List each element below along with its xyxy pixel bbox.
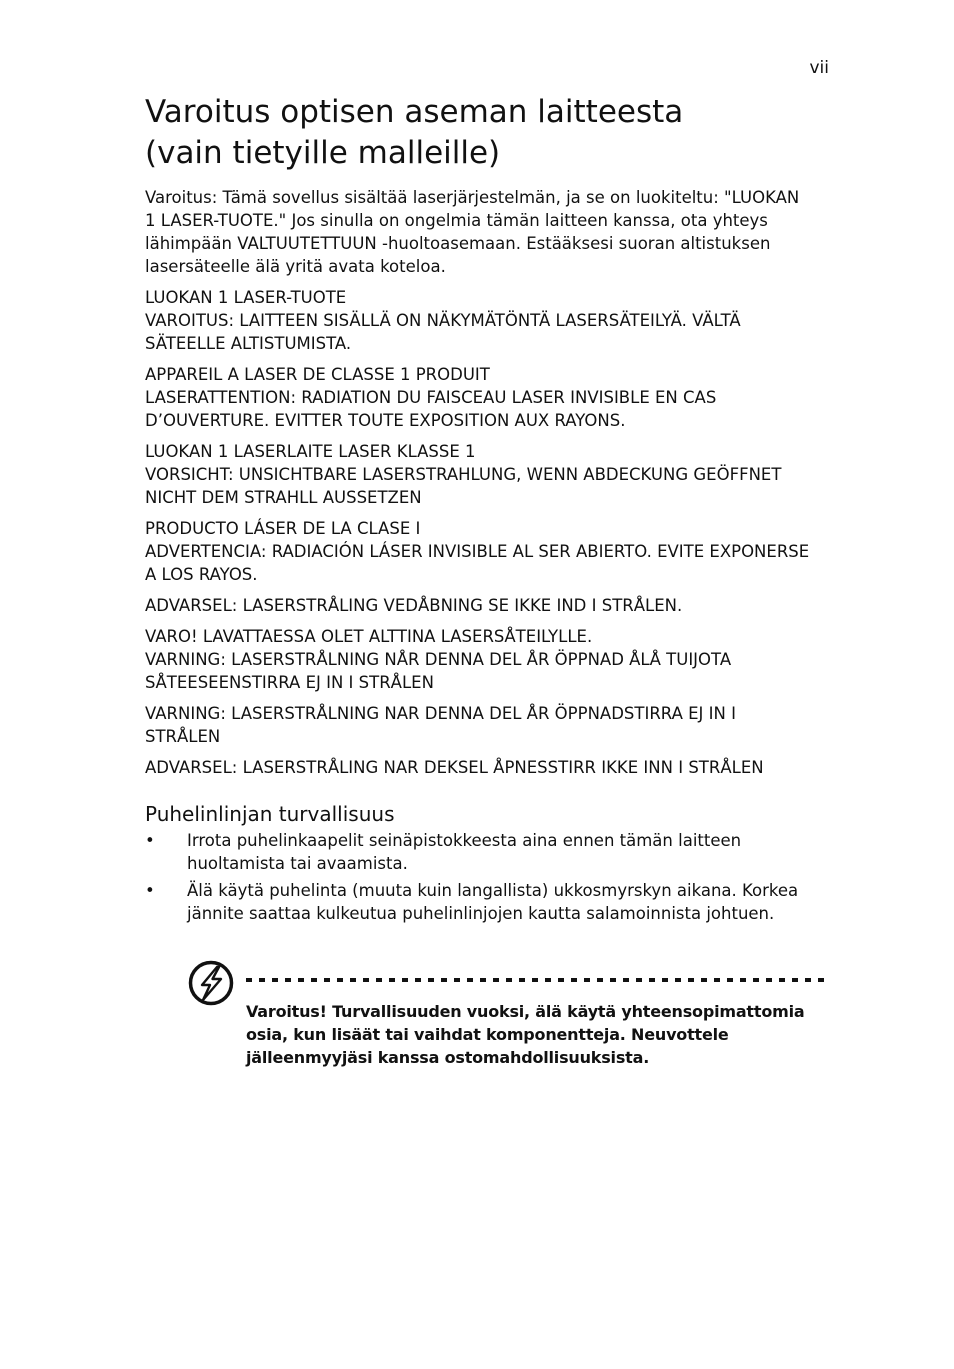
text-line: LUOKAN 1 LASERLAITE LASER KLASSE 1	[145, 442, 476, 461]
text-line: A LOS RAYOS.	[145, 565, 258, 584]
text-line: ADVARSEL: LASERSTRÅLING VEDÅBNING SE IKKE IND I STRÅLEN.	[145, 596, 683, 615]
paragraph-swedish-label	[145, 625, 829, 694]
section-title-phone-safety: Puhelinlinjan turvallisuus	[145, 802, 395, 826]
paragraph-intro	[145, 186, 829, 278]
warning-text-line: Varoitus! Turvallisuuden vuoksi, älä käytä yhteensopimattomia	[246, 1002, 805, 1021]
text-line: Varoitus: Tämä sovellus sisältää laserjärjestelmän, ja se on luokiteltu: "LUOKAN	[145, 188, 800, 207]
paragraph-norwegian-label	[145, 756, 829, 779]
text-line: NICHT DEM STRAHLL AUSSETZEN	[145, 488, 422, 507]
page-title-line-1: Varoitus optisen aseman laitteesta	[145, 94, 684, 130]
text-line: ADVERTENCIA: RADIACIÓN LÁSER INVISIBLE AL SER ABIERTO. EVITE EXPONERSE	[145, 542, 810, 561]
dotted-divider	[246, 978, 830, 982]
list-item-text: Älä käytä puhelinta (muuta kuin langallista) ukkosmyrskyn aikana. Korkea jännite saattaa kulkeutua puhelinlinjojen kautta salamoinnista johtuen.	[187, 881, 799, 923]
bullet-icon: •	[145, 881, 155, 900]
paragraph-spanish-label	[145, 517, 829, 586]
text-line: STRÅLEN	[145, 727, 221, 746]
main-content	[145, 92, 829, 929]
paragraph-german-label	[145, 440, 829, 509]
list-item	[145, 829, 829, 875]
text-line: D’OUVERTURE. EVITTER TOUTE EXPOSITION AUX RAYONS.	[145, 411, 626, 430]
paragraph-finnish-label	[145, 286, 829, 355]
text-line: lasersäteelle älä yritä avata koteloa.	[145, 257, 446, 276]
text-line: SÅTEESEENSTIRRA EJ IN I STRÅLEN	[145, 673, 434, 692]
text-line: VARNING: LASERSTRÅLNING NÅR DENNA DEL ÅR ÖPPNAD ÅLÅ TUIJOTA	[145, 650, 732, 669]
text-line: lähimpään VALTUUTETTUUN -huoltoasemaan. Estääksesi suoran altistuksen	[145, 234, 771, 253]
page-title	[145, 92, 829, 174]
text-line: 1 LASER-TUOTE." Jos sinulla on ongelmia tämän laitteen kanssa, ota yhteys	[145, 211, 768, 230]
warning-text	[246, 1000, 816, 1069]
text-line: SÄTEELLE ALTISTUMISTA.	[145, 334, 352, 353]
text-line: VARO! LAVATTAESSA OLET ALTTINA LASERSÅTEILYLLE.	[145, 627, 593, 646]
text-line: VAROITUS: LAITTEEN SISÄLLÄ ON NÄKYMÄTÖNTÄ LASERSÄTEILYÄ. VÄLTÄ	[145, 311, 741, 330]
paragraph-french-label	[145, 363, 829, 432]
bullet-icon: •	[145, 831, 155, 850]
lightning-warning-icon	[188, 960, 234, 1006]
text-line: LUOKAN 1 LASER-TUOTE	[145, 288, 347, 307]
warning-text-line: jälleenmyyjäsi kanssa ostomahdollisuuksista.	[246, 1048, 650, 1067]
paragraph-swedish-label-2	[145, 702, 829, 748]
phone-safety-list	[145, 829, 829, 925]
paragraph-danish-label	[145, 594, 829, 617]
text-line: PRODUCTO LÁSER DE LA CLASE I	[145, 519, 421, 538]
warning-text-line: osia, kun lisäät tai vaihdat komponentteja. Neuvottele	[246, 1025, 729, 1044]
text-line: LASERATTENTION: RADIATION DU FAISCEAU LASER INVISIBLE EN CAS	[145, 388, 717, 407]
text-line: VORSICHT: UNSICHTBARE LASERSTRAHLUNG, WENN ABDECKUNG GEÖFFNET	[145, 465, 782, 484]
page-title-line-2: (vain tietyille malleille)	[145, 135, 501, 171]
page-number: vii	[809, 58, 829, 78]
text-line: ADVARSEL: LASERSTRÅLING NAR DEKSEL ÅPNESSTIRR IKKE INN I STRÅLEN	[145, 758, 764, 777]
list-item	[145, 879, 829, 925]
text-line: VARNING: LASERSTRÅLNING NAR DENNA DEL ÅR ÖPPNADSTIRRA EJ IN I	[145, 704, 736, 723]
list-item-text: Irrota puhelinkaapelit seinäpistokkeesta aina ennen tämän laitteen huoltamista tai avaamista.	[187, 831, 742, 873]
text-line: APPAREIL A LASER DE CLASSE 1 PRODUIT	[145, 365, 490, 384]
